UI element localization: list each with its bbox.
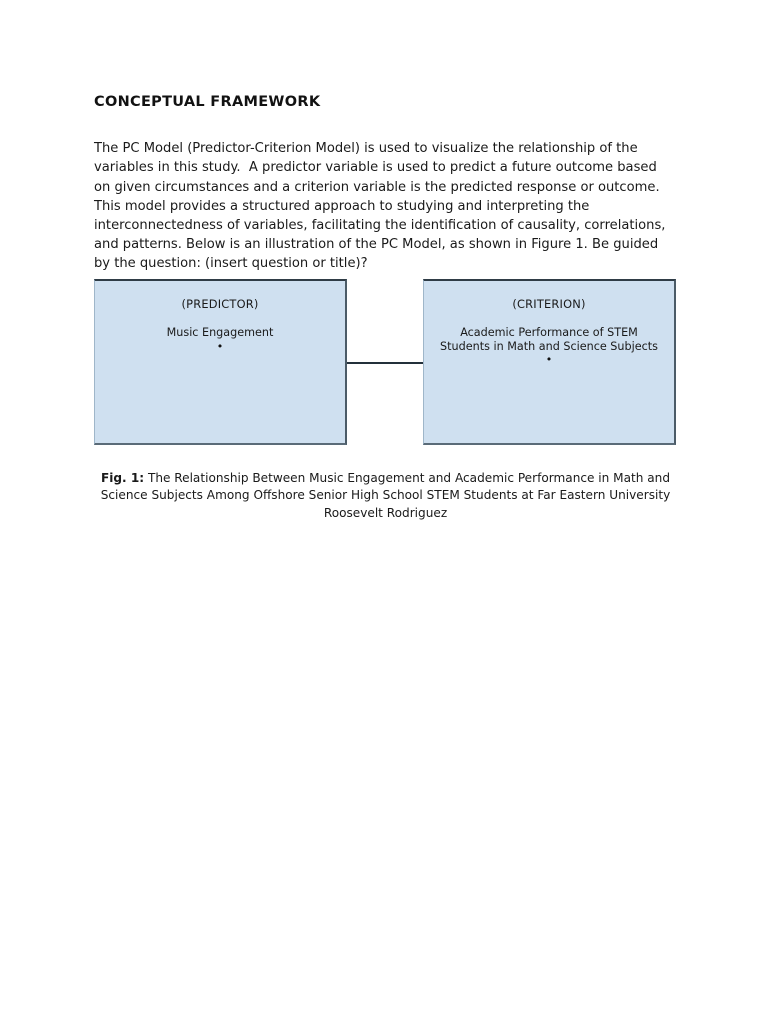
predictor-box [94, 279, 347, 445]
predictor-criterion-connector-line [347, 362, 424, 364]
figure-caption [94, 470, 677, 522]
criterion-bullet-icon: • [545, 353, 553, 367]
body-paragraph: The PC Model (Predictor-Criterion Model) is used to visualize the relationship of the variables in this study. A predictor variable is used to predict a future outcome based on given circumstances and a criterion variable is the predicted response or outcome. This model provides a structured approach to studying and interpreting the interconnectedness of variables, facilitating the identification of causality, correlations, and patterns. Below is an illustration of the PC Model, as shown in Figure 1. Be guided by the question: (insert question or title)? [94, 141, 670, 272]
predictor-box-content [95, 281, 345, 351]
predictor-bullet-icon: • [216, 339, 224, 353]
criterion-header: (CRITERION) [512, 297, 586, 311]
criterion-variable-label: Academic Performance of STEM Students in Math and Science Subjects [440, 326, 658, 353]
figure-caption-label: Fig. 1: [100, 471, 145, 485]
page-title: CONCEPTUAL FRAMEWORK [94, 93, 321, 110]
pc-model-diagram [94, 279, 677, 447]
figure-caption-text: The Relationship Between Music Engagement and Academic Performance in Math and Science Subjects Among Offshore Senior High School STEM Students at Far Eastern University Roosevelt Rodriguez [100, 471, 671, 520]
criterion-box-content [424, 281, 674, 367]
criterion-box [423, 279, 676, 445]
predictor-variable-label: Music Engagement [166, 326, 274, 339]
predictor-header: (PREDICTOR) [181, 297, 259, 311]
